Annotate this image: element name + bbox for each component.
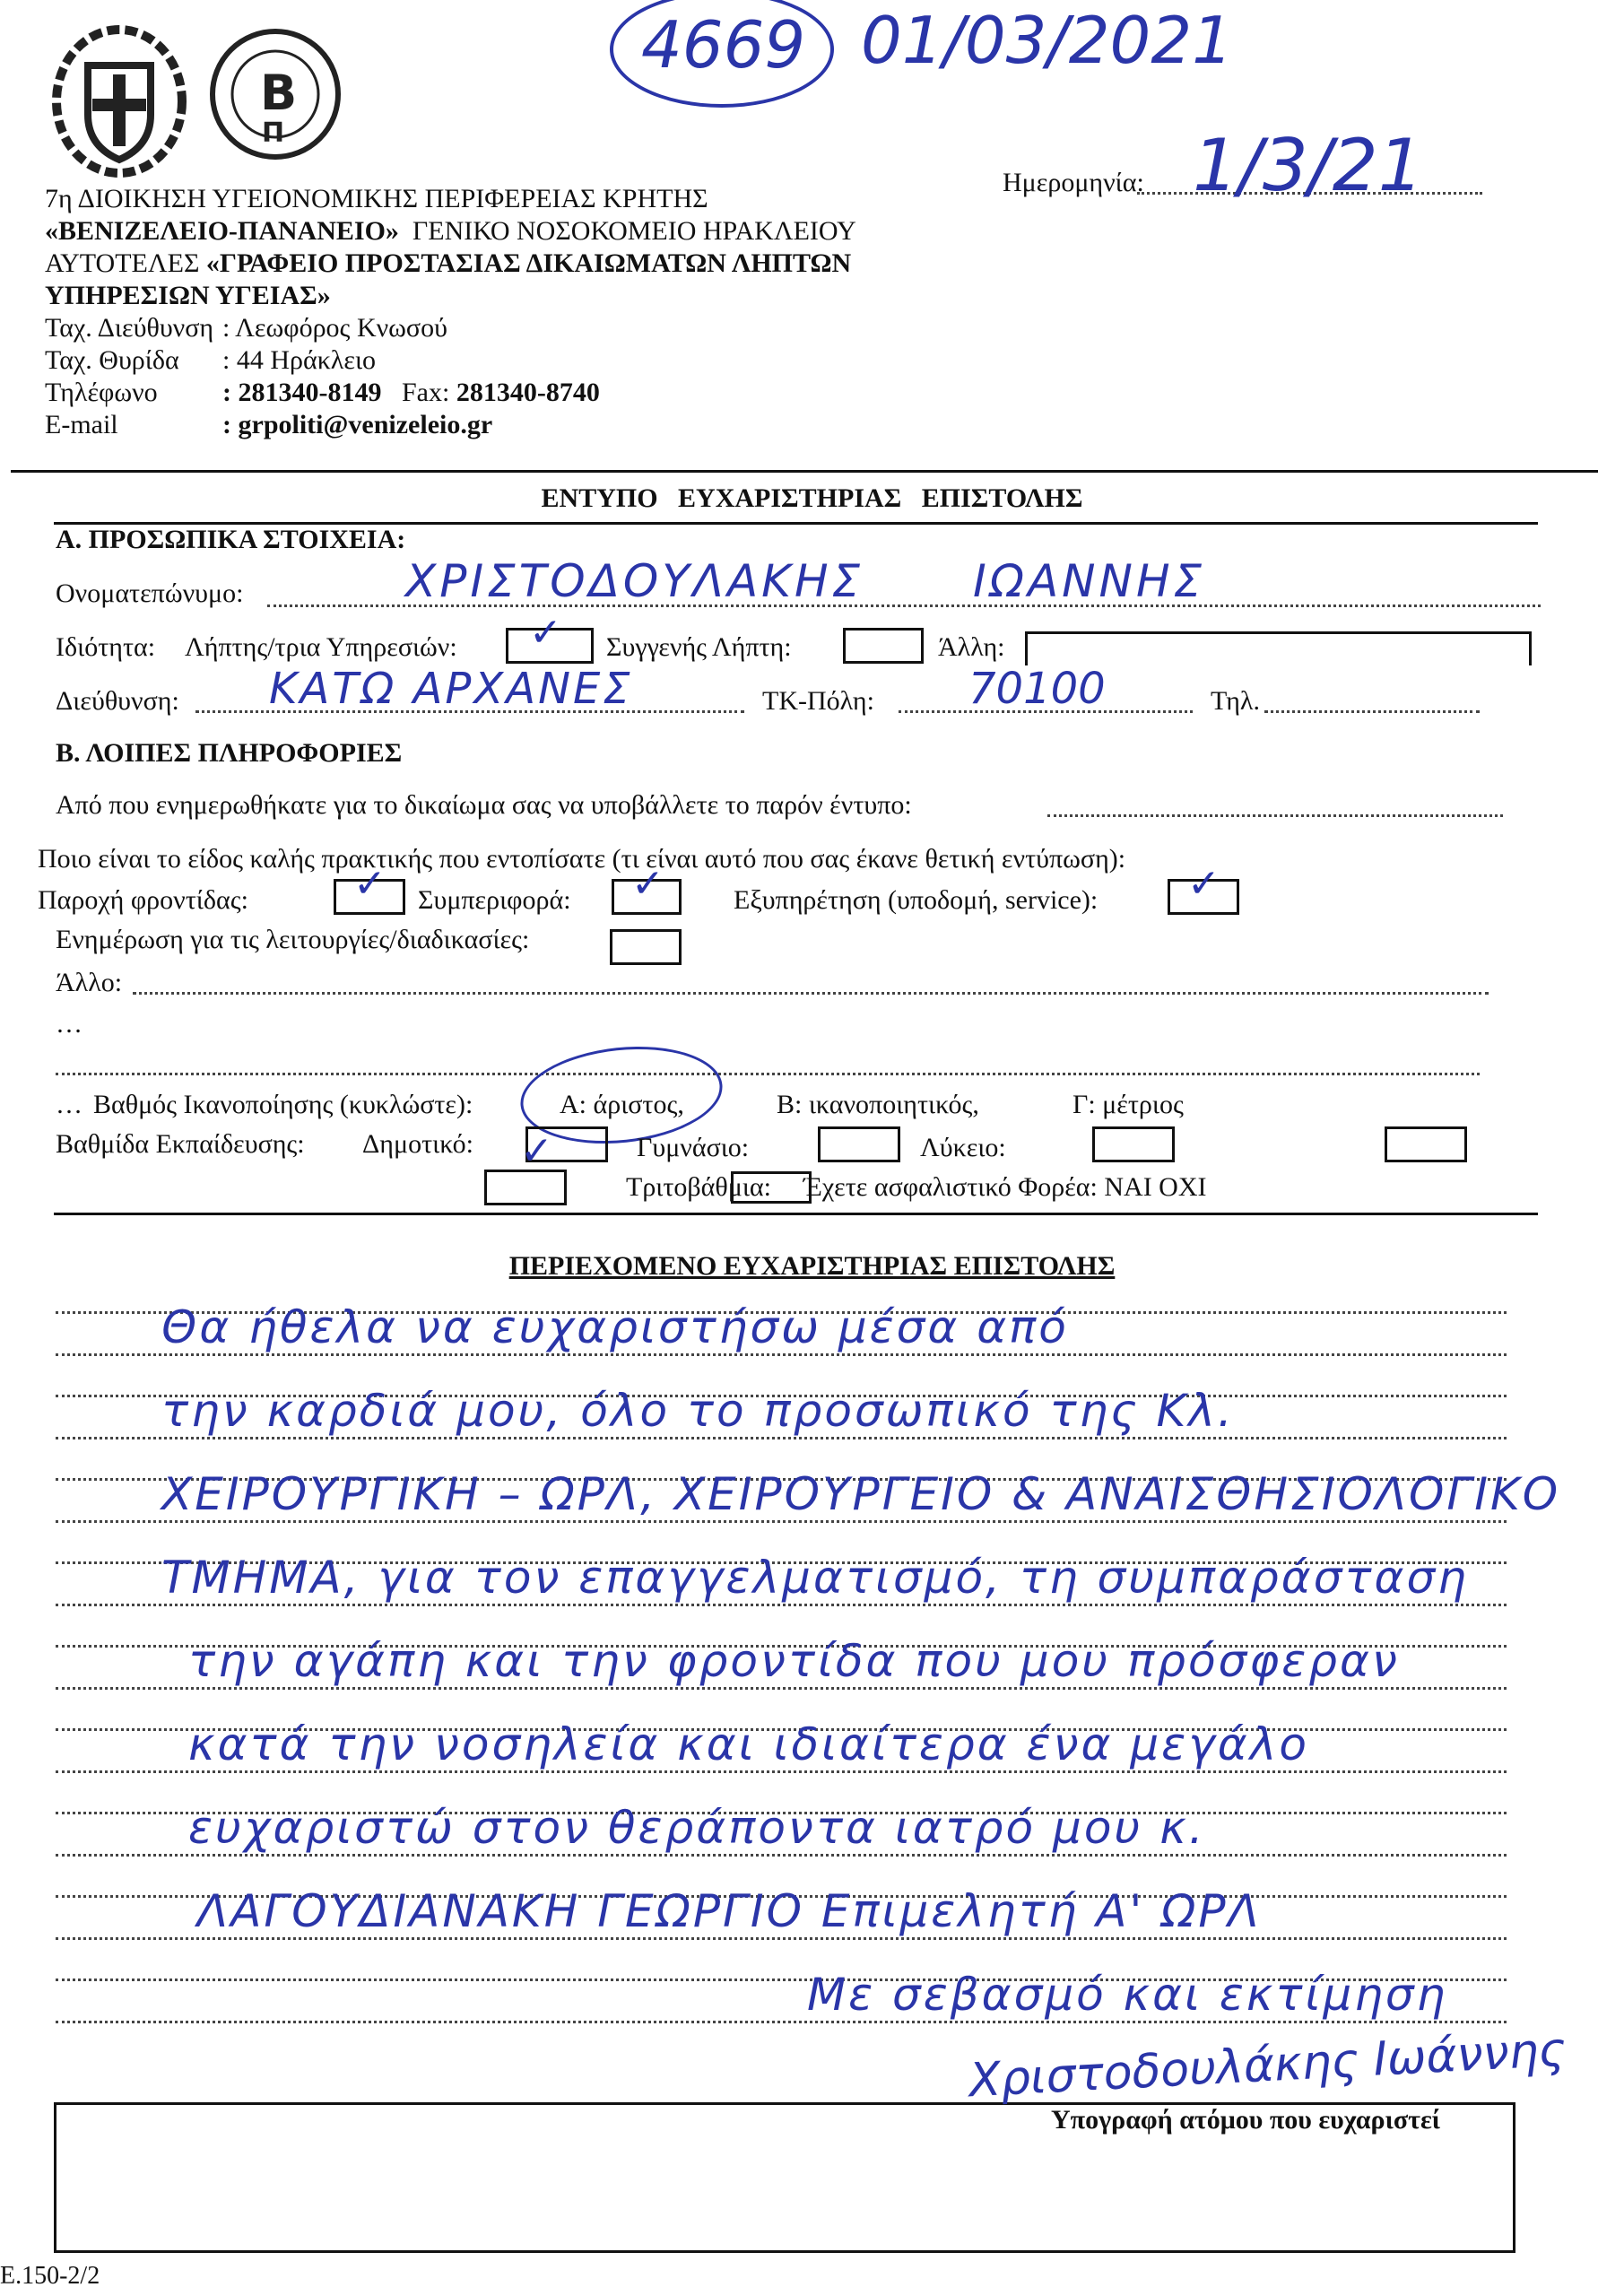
address-value: : Λεωφόρος Κνωσού bbox=[222, 313, 447, 343]
section-divider bbox=[54, 1213, 1538, 1215]
capacity-recipient-label: Λήπτης/τρια Υπηρεσιών: bbox=[185, 632, 457, 662]
greek-coat-of-arms-icon bbox=[52, 25, 187, 178]
header-line-4: ΥΠΗΡΕΣΙΩΝ ΥΓΕΙΑΣ» bbox=[45, 281, 331, 310]
edu-gym-label: Γυμνάσιο: bbox=[637, 1133, 750, 1162]
ellipsis-1: … bbox=[56, 1009, 83, 1039]
name-value-first: ΙΩΑΝΝΗΣ bbox=[973, 555, 1206, 607]
po-value: : 44 Ηράκλειο bbox=[222, 345, 377, 375]
signature-label: Υπογραφή ατόμου που ευχαριστεί bbox=[1051, 2105, 1441, 2135]
signature-handwriting: Χριστοδουλάκης Ιωάννης bbox=[967, 2022, 1568, 2109]
checkmark-icon: ✓ bbox=[631, 861, 664, 907]
address-form-value: ΚΑΤΩ ΑΡΧΑΝΕΣ bbox=[269, 664, 633, 714]
name-value-surname: ΧΡΙΣΤΟΔΟΥΛΑΚΗΣ bbox=[405, 555, 864, 607]
edu-tertiary-label: Τριτοβάθμια: bbox=[626, 1172, 771, 1202]
capacity-label: Ιδιότητα: bbox=[56, 632, 156, 662]
other-dotted-line bbox=[133, 992, 1489, 995]
letter-line: ΛΑΓΟΥΔΙΑΝΑΚΗ ΓΕΩΡΓΙΟ Επιμελητή Α' ΩΡΛ bbox=[197, 1885, 1262, 1937]
letter-line: την αγάπη και την φροντίδα που μου πρόσφεραν bbox=[188, 1635, 1400, 1687]
stamp-number: 4669 bbox=[641, 7, 806, 83]
info-checkbox[interactable] bbox=[610, 929, 682, 965]
source-question: Από που ενημερωθήκατε για το δικαίωμα σας να υποβάλλετε το παρόν έντυπο: bbox=[56, 790, 912, 820]
capacity-other-label: Άλλη: bbox=[938, 632, 1005, 662]
header-line-2: «ΒΕΝΙΖΕΛΕΙΟ-ΠΑΝΑΝΕΙΟ» ΓΕΝΙΚΟ ΝΟΣΟΚΟΜΕΙΟ ΗΡΑΚΛΕΙΟΥ bbox=[45, 216, 856, 246]
checkmark-icon: ✓ bbox=[1187, 861, 1220, 907]
email-label: E-mail bbox=[45, 410, 118, 439]
edu-gym-checkbox[interactable] bbox=[818, 1126, 900, 1162]
edu-lyceum-checkbox[interactable] bbox=[1092, 1126, 1175, 1162]
phone-line: : 281340-8149 Fax: 281340-8740 bbox=[222, 378, 600, 407]
behavior-label: Συμπεριφορά: bbox=[418, 885, 571, 915]
footer-code: Ε.150-2/2 bbox=[0, 2262, 100, 2290]
form-title: ΕΝΤΥΠΟ ΕΥΧΑΡΙΣΤΗΡΙΑΣ ΕΠΙΣΤΟΛΗΣ bbox=[541, 483, 1083, 513]
date-value: 1/3/21 bbox=[1193, 124, 1424, 207]
satisfaction-a: Α: άριστος, bbox=[560, 1090, 684, 1119]
satisfaction-label: Βαθμός Ικανοποίησης (κυκλώστε): bbox=[93, 1090, 473, 1119]
hospital-logo bbox=[208, 27, 343, 161]
checkmark-icon: ✓ bbox=[520, 1128, 553, 1174]
care-label: Παροχή φροντίδας: bbox=[38, 885, 248, 915]
capacity-other-field[interactable] bbox=[1025, 631, 1532, 665]
insurance-question: Έχετε ασφαλιστικό Φορέα: ΝΑΙ ΟΧΙ bbox=[803, 1172, 1207, 1202]
content-title: ΠΕΡΙΕΧΟΜΕΝΟ ΕΥΧΑΡΙΣΤΗΡΙΑΣ ΕΠΙΣΤΟΛΗΣ bbox=[508, 1251, 1116, 1281]
name-label: Ονοματεπώνυμο: bbox=[56, 578, 244, 608]
letter-line: ευχαριστώ στον θεράποντα ιατρό μου κ. bbox=[188, 1802, 1206, 1854]
edu-tertiary-checkbox[interactable] bbox=[484, 1170, 567, 1205]
letter-line: την καρδιά μου, όλο το προσωπικό της Κλ. bbox=[161, 1385, 1235, 1437]
capacity-relative-checkbox[interactable] bbox=[843, 628, 924, 664]
tel-dotted-line bbox=[1264, 710, 1480, 713]
postcode-value: 70100 bbox=[968, 664, 1106, 714]
other-label: Άλλο: bbox=[56, 968, 123, 997]
education-label: Βαθμίδα Εκπαίδευσης: bbox=[56, 1129, 305, 1159]
edu-primary-label: Δημοτικό: bbox=[362, 1129, 473, 1159]
date-label: Ημερομηνία: bbox=[1003, 168, 1144, 197]
capacity-relative-label: Συγγενής Λήπτη: bbox=[606, 632, 792, 662]
letter-line: Θα ήθελα να ευχαριστήσω μέσα από bbox=[161, 1301, 1069, 1353]
extra-dotted-line bbox=[56, 1073, 1480, 1075]
header-line-3: ΑΥΤΟΤΕΛΕΣ «ΓΡΑΦΕΙΟ ΠΡΟΣΤΑΣΙΑΣ ΔΙΚΑΙΩΜΑΤΩΝ ΛΗΠΤΩΝ bbox=[45, 248, 852, 278]
header-line-1: 7η ΔΙΟΙΚΗΣΗ ΥΓΕΙΟΝΟΜΙΚΗΣ ΠΕΡΙΦΕΡΕΙΑΣ ΚΡΗΤΗΣ bbox=[45, 184, 708, 213]
letter-line: ΧΕΙΡΟΥΡΓΙΚΗ – ΩΡΛ, ΧΕΙΡΟΥΡΓΕΙΟ & ΑΝΑΙΣΘΗΣΙΟΛΟΓΙΚΟ bbox=[161, 1468, 1561, 1520]
info-label: Ενημέρωση για τις λειτουργίες/διαδικασίες: bbox=[56, 925, 530, 954]
po-label: Ταχ. Θυρίδα bbox=[45, 345, 179, 375]
address-label: Ταχ. Διεύθυνση bbox=[45, 313, 214, 343]
header-divider bbox=[11, 470, 1598, 473]
svg-text:Β: Β bbox=[260, 65, 298, 121]
satisfaction-c: Γ: μέτριος bbox=[1073, 1090, 1184, 1119]
svg-text:Π: Π bbox=[262, 117, 285, 149]
letter-line: κατά την νοσηλεία και ιδιαίτερα ένα μεγάλο bbox=[188, 1718, 1309, 1770]
edu-tertiary-inline-box[interactable] bbox=[731, 1171, 812, 1204]
checkmark-icon: ✓ bbox=[353, 861, 386, 907]
practice-question: Ποιο είναι το είδος καλής πρακτικής που εντοπίσατε (τι είναι αυτό που σας έκανε θετική εντύπωση): bbox=[38, 844, 1126, 874]
phone-label: Τηλέφωνο bbox=[45, 378, 158, 407]
service-label: Εξυπηρέτηση (υποδομή, service): bbox=[734, 885, 1099, 915]
email-line: : grpoliti@venizeleio.gr bbox=[222, 410, 493, 439]
edu-lyceum-label: Λύκειο: bbox=[920, 1133, 1006, 1162]
section-a-heading: Α. ΠΡΟΣΩΠΙΚΑ ΣΤΟΙΧΕΙΑ: bbox=[56, 525, 406, 554]
ellipsis-2: … bbox=[56, 1090, 83, 1119]
edu-extra-checkbox[interactable] bbox=[1385, 1126, 1467, 1162]
satisfaction-b: Β: ικανοποιητικός, bbox=[777, 1090, 979, 1119]
letter-line: ΤΜΗΜΑ, για τον επαγγελματισμό, τη συμπαράσταση bbox=[161, 1552, 1469, 1604]
letter-line: Με σεβασμό και εκτίμηση bbox=[807, 1969, 1448, 2021]
checkmark-icon: ✓ bbox=[529, 610, 562, 656]
postcode-label: ΤΚ-Πόλη: bbox=[762, 686, 874, 716]
section-b-heading: Β. ΛΟΙΠΕΣ ΠΛΗΡΟΦΟΡΙΕΣ bbox=[56, 738, 403, 768]
tel-label: Τηλ. bbox=[1211, 686, 1260, 716]
source-dotted-line bbox=[1047, 814, 1503, 817]
stamp-date: 01/03/2021 bbox=[861, 3, 1233, 78]
address-form-label: Διεύθυνση: bbox=[56, 686, 179, 716]
